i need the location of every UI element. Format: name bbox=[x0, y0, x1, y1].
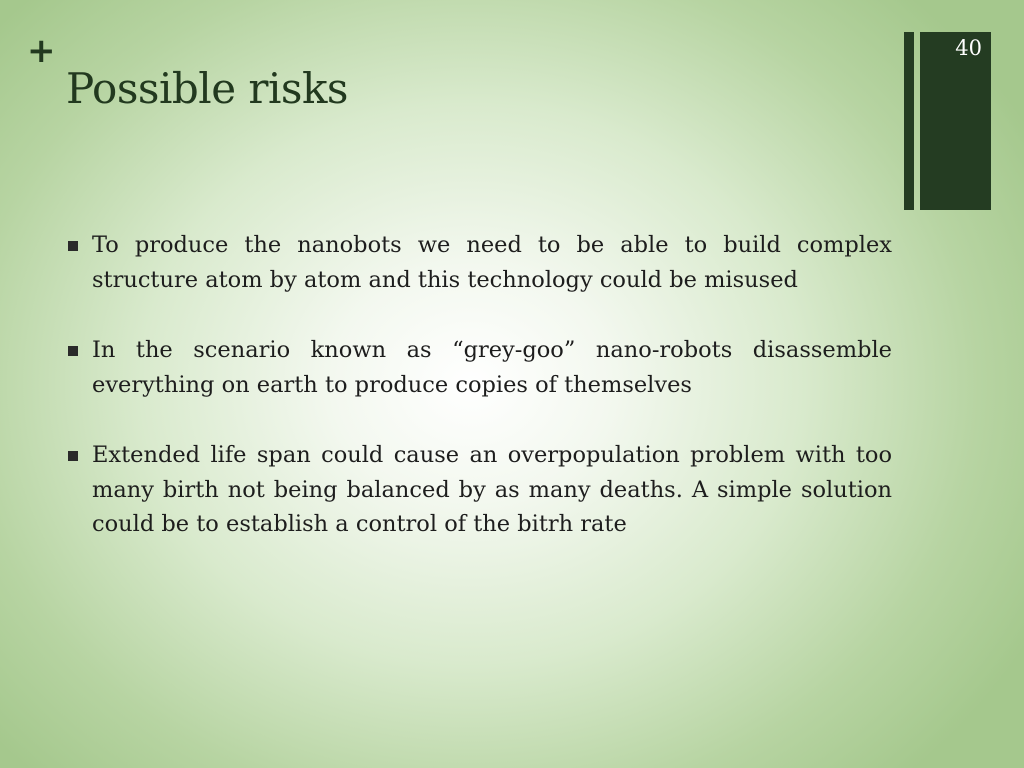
square-bullet-icon bbox=[68, 346, 78, 356]
bullet-item bbox=[66, 333, 892, 402]
decorative-bar bbox=[904, 32, 914, 210]
bullet-text: To produce the nanobots we need to be able to build complex structure atom by atom and this technology could be misused bbox=[92, 232, 892, 293]
bullet-text: In the scenario known as “grey-goo” nano-robots disassemble everything on earth to produce copies of themselves bbox=[92, 337, 892, 398]
slide-title: Possible risks bbox=[66, 64, 348, 113]
slide-number: 40 bbox=[955, 36, 982, 60]
square-bullet-icon bbox=[68, 451, 78, 461]
bullet-text: Extended life span could cause an overpopulation problem with too many birth not being balanced by as many deaths. A simple solution could be to establish a control of the bitrh rate bbox=[92, 442, 892, 537]
bullet-item bbox=[66, 438, 892, 542]
square-bullet-icon bbox=[68, 241, 78, 251]
bullet-item bbox=[66, 228, 892, 297]
plus-icon: + bbox=[27, 31, 56, 71]
bullet-list bbox=[66, 228, 892, 578]
